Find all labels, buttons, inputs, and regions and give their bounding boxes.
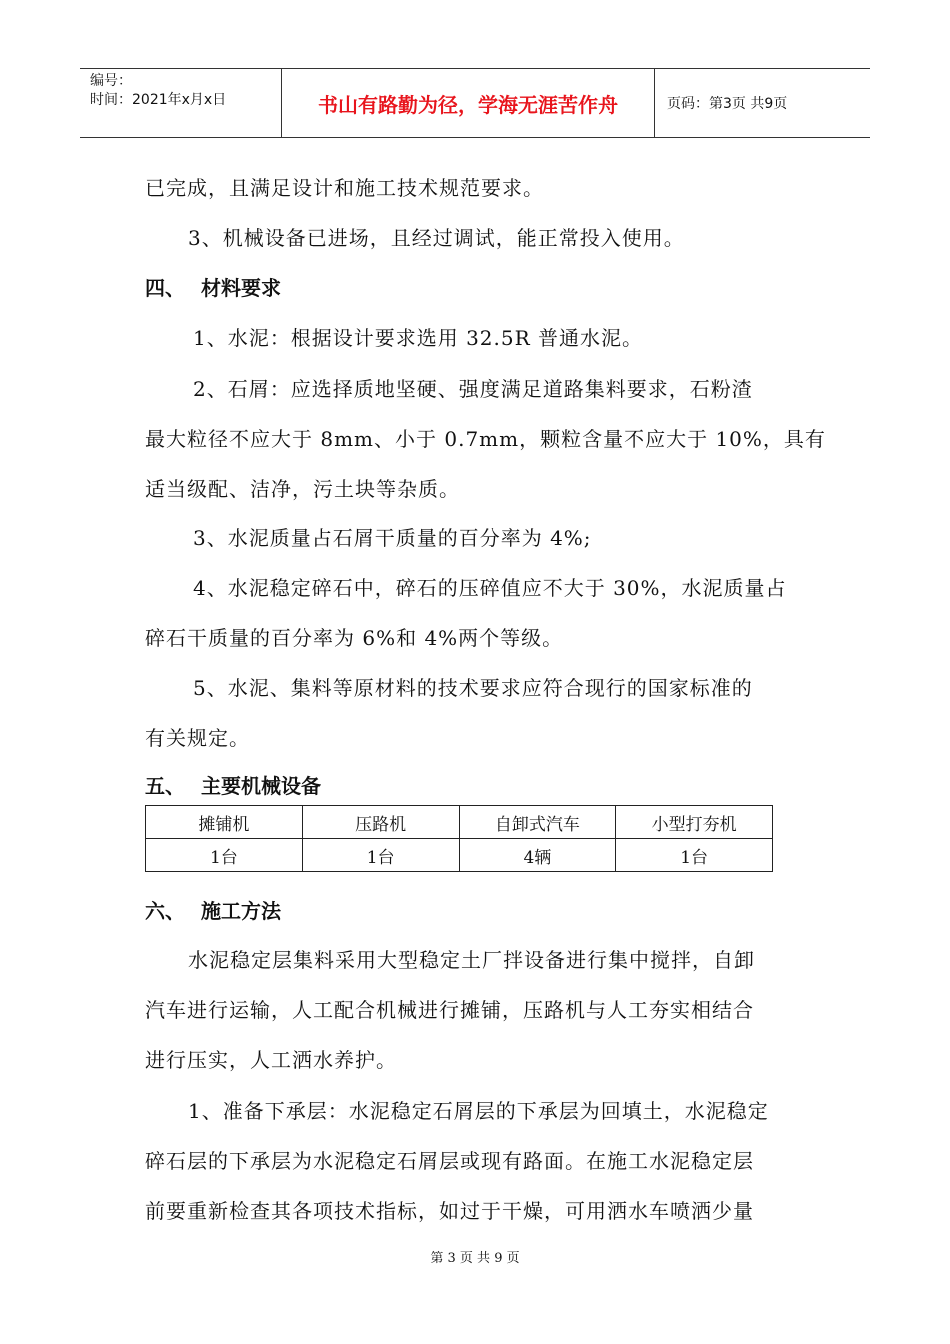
time-label: 时间：2021年x月x日 (90, 92, 227, 108)
page-footer: 第 3 页 共 9 页 (430, 1251, 520, 1266)
table-row (146, 806, 773, 839)
section-number: 五、 (145, 774, 185, 798)
header-motto: 书山有路勤为径，学海无涯苦作舟 (282, 69, 655, 137)
table-cell: 摊铺机 (146, 806, 303, 839)
section-heading-method (145, 895, 281, 924)
body-line: 碎石干质量的百分率为 6%和 4%两个等级。 (145, 626, 564, 650)
section-number: 四、 (145, 276, 185, 300)
body-line: 最大粒径不应大于 8mm、小于 0.7mm，颗粒含量不应大于 10%，具有 (145, 427, 826, 451)
section-title: 主要机械设备 (201, 774, 321, 798)
number-label: 编号： (90, 73, 132, 89)
body-line: 碎石层的下承层为水泥稳定石屑层或现有路面。在施工水泥稳定层 (145, 1149, 754, 1173)
table-cell: 压路机 (302, 806, 459, 839)
equipment-table (145, 805, 773, 872)
page-header (80, 68, 870, 138)
table-cell: 1台 (302, 839, 459, 872)
section-heading-materials (145, 272, 281, 301)
body-line: 有关规定。 (145, 726, 250, 750)
table-cell: 小型打夯机 (616, 806, 773, 839)
header-page-info: 页码：第3页 共9页 (667, 96, 788, 112)
table-row (146, 839, 773, 872)
body-line: 2、石屑：应选择质地坚硬、强度满足道路集料要求，石粉渣 (193, 377, 753, 401)
body-line: 3、机械设备已进场，且经过调试，能正常投入使用。 (188, 226, 685, 250)
header-meta (80, 69, 282, 137)
body-line: 进行压实，人工洒水养护。 (145, 1048, 397, 1072)
body-line: 4、水泥稳定碎石中，碎石的压碎值应不大于 30%，水泥质量占 (193, 576, 787, 600)
body-line: 适当级配、洁净，污土块等杂质。 (145, 477, 460, 501)
body-line: 1、准备下承层：水泥稳定石屑层的下承层为回填土，水泥稳定 (188, 1099, 769, 1123)
section-title: 施工方法 (201, 899, 281, 923)
table-cell: 4辆 (459, 839, 616, 872)
body-line: 3、水泥质量占石屑干质量的百分率为 4%; (193, 526, 592, 550)
body-line: 1、水泥：根据设计要求选用 32.5R 普通水泥。 (193, 326, 644, 350)
body-line: 汽车进行运输，人工配合机械进行摊铺，压路机与人工夯实相结合 (145, 998, 754, 1022)
table-cell: 自卸式汽车 (459, 806, 616, 839)
section-title: 材料要求 (201, 276, 281, 300)
body-line: 5、水泥、集料等原材料的技术要求应符合现行的国家标准的 (193, 676, 753, 700)
table-cell: 1台 (616, 839, 773, 872)
body-line: 水泥稳定层集料采用大型稳定土厂拌设备进行集中搅拌，自卸 (188, 948, 755, 972)
section-heading-equipment (145, 770, 321, 799)
table-cell: 1台 (146, 839, 303, 872)
body-line: 已完成，且满足设计和施工技术规范要求。 (145, 176, 544, 200)
body-line: 前要重新检查其各项技术指标，如过于干燥，可用洒水车喷洒少量 (145, 1199, 754, 1223)
section-number: 六、 (145, 899, 185, 923)
